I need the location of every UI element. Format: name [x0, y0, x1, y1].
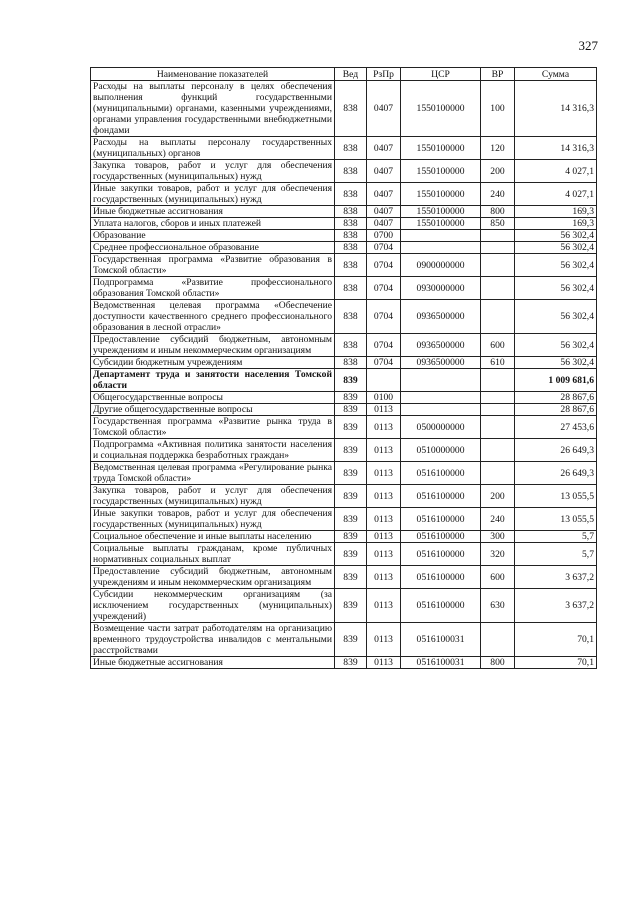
cell-vr: 120: [481, 137, 515, 160]
cell-rzpr: 0113: [367, 462, 401, 485]
cell-ved: 838: [335, 183, 367, 206]
cell-csr: 0930000000: [401, 277, 481, 300]
cell-ved: 839: [335, 369, 367, 392]
cell-ved: 839: [335, 566, 367, 589]
header-name: Наименование показателей: [91, 68, 335, 81]
cell-name: Субсидии некоммерческим организациям (за исключением государственных (муниципальных) учреждений): [91, 589, 335, 623]
cell-ved: 839: [335, 416, 367, 439]
cell-rzpr: [367, 369, 401, 392]
cell-csr: [401, 242, 481, 254]
table-row: [91, 242, 597, 254]
cell-name: Иные бюджетные ассигнования: [91, 657, 335, 669]
cell-name: Государственная программа «Развитие образования в Томской области»: [91, 254, 335, 277]
table-row: [91, 218, 597, 230]
cell-csr: 0936500000: [401, 300, 481, 334]
cell-sum: 3 637,2: [515, 566, 597, 589]
cell-vr: 630: [481, 589, 515, 623]
table-header-row: [91, 68, 597, 81]
cell-csr: 0516100000: [401, 589, 481, 623]
cell-ved: 839: [335, 543, 367, 566]
cell-rzpr: 0113: [367, 657, 401, 669]
cell-vr: [481, 230, 515, 242]
cell-csr: 1550100000: [401, 81, 481, 137]
cell-csr: 1550100000: [401, 160, 481, 183]
cell-ved: 838: [335, 357, 367, 369]
cell-sum: 56 302,4: [515, 300, 597, 334]
cell-csr: 0516100000: [401, 566, 481, 589]
cell-vr: 300: [481, 531, 515, 543]
cell-csr: 1550100000: [401, 218, 481, 230]
cell-csr: [401, 230, 481, 242]
cell-sum: 56 302,4: [515, 334, 597, 357]
cell-sum: 70,1: [515, 657, 597, 669]
cell-sum: 13 055,5: [515, 508, 597, 531]
cell-sum: 5,7: [515, 543, 597, 566]
cell-sum: 14 316,3: [515, 81, 597, 137]
table-row: [91, 531, 597, 543]
table-row: [91, 392, 597, 404]
table-row: [91, 334, 597, 357]
cell-name: Другие общегосударственные вопросы: [91, 404, 335, 416]
table-row: [91, 462, 597, 485]
table-row: [91, 543, 597, 566]
cell-vr: [481, 462, 515, 485]
cell-vr: 850: [481, 218, 515, 230]
cell-rzpr: 0113: [367, 439, 401, 462]
cell-csr: 0516100031: [401, 657, 481, 669]
table-row: [91, 137, 597, 160]
cell-rzpr: 0113: [367, 623, 401, 657]
cell-name: Иные закупки товаров, работ и услуг для обеспечения государственных (муниципальных) нужд: [91, 183, 335, 206]
cell-name: Предоставление субсидий бюджетным, автономным учреждениям и иным некоммерческим организациям: [91, 334, 335, 357]
cell-rzpr: 0407: [367, 218, 401, 230]
cell-name: Департамент труда и занятости населения Томской области: [91, 369, 335, 392]
cell-sum: 28 867,6: [515, 404, 597, 416]
cell-csr: [401, 369, 481, 392]
cell-rzpr: 0704: [367, 277, 401, 300]
cell-rzpr: 0113: [367, 531, 401, 543]
cell-ved: 838: [335, 218, 367, 230]
cell-name: Закупка товаров, работ и услуг для обеспечения государственных (муниципальных) нужд: [91, 160, 335, 183]
cell-name: Среднее профессиональное образование: [91, 242, 335, 254]
cell-ved: 839: [335, 439, 367, 462]
cell-sum: 56 302,4: [515, 357, 597, 369]
table-row: [91, 357, 597, 369]
header-rzpr: РзПр: [367, 68, 401, 81]
cell-ved: 838: [335, 242, 367, 254]
cell-csr: 0516100000: [401, 543, 481, 566]
cell-rzpr: 0407: [367, 183, 401, 206]
cell-vr: [481, 416, 515, 439]
cell-vr: 800: [481, 657, 515, 669]
cell-csr: 0516100000: [401, 485, 481, 508]
cell-ved: 839: [335, 531, 367, 543]
cell-rzpr: 0113: [367, 416, 401, 439]
table-row: [91, 81, 597, 137]
cell-vr: 100: [481, 81, 515, 137]
cell-csr: 0516100000: [401, 462, 481, 485]
header-csr: ЦСР: [401, 68, 481, 81]
cell-csr: 0516100000: [401, 531, 481, 543]
cell-csr: 0500000000: [401, 416, 481, 439]
cell-rzpr: 0704: [367, 334, 401, 357]
cell-name: Субсидии бюджетным учреждениям: [91, 357, 335, 369]
cell-name: Расходы на выплаты персоналу государственных (муниципальных) органов: [91, 137, 335, 160]
table-row: [91, 160, 597, 183]
cell-name: Государственная программа «Развитие рынка труда в Томской области»: [91, 416, 335, 439]
cell-sum: 3 637,2: [515, 589, 597, 623]
cell-csr: 1550100000: [401, 206, 481, 218]
cell-csr: [401, 392, 481, 404]
cell-ved: 838: [335, 300, 367, 334]
table-row: [91, 183, 597, 206]
table-row: [91, 589, 597, 623]
cell-name: Образование: [91, 230, 335, 242]
cell-vr: [481, 623, 515, 657]
cell-name: Социальные выплаты гражданам, кроме публичных нормативных социальных выплат: [91, 543, 335, 566]
table-body: [91, 81, 597, 669]
cell-vr: 800: [481, 206, 515, 218]
table-row: [91, 230, 597, 242]
header-sum: Сумма: [515, 68, 597, 81]
cell-csr: 0516100031: [401, 623, 481, 657]
cell-rzpr: 0407: [367, 81, 401, 137]
cell-vr: [481, 369, 515, 392]
table-row: [91, 404, 597, 416]
cell-sum: 26 649,3: [515, 462, 597, 485]
cell-ved: 838: [335, 254, 367, 277]
table-row: [91, 277, 597, 300]
budget-table: [90, 67, 597, 669]
cell-sum: 56 302,4: [515, 230, 597, 242]
cell-sum: 4 027,1: [515, 183, 597, 206]
cell-name: Закупка товаров, работ и услуг для обеспечения государственных (муниципальных) нужд: [91, 485, 335, 508]
cell-vr: 240: [481, 508, 515, 531]
cell-rzpr: 0700: [367, 230, 401, 242]
cell-name: Ведомственная целевая программа «Обеспечение доступности качественного среднего профессионального образования в лесной отрасли»: [91, 300, 335, 334]
cell-rzpr: 0407: [367, 206, 401, 218]
cell-csr: 0516100000: [401, 508, 481, 531]
cell-ved: 838: [335, 160, 367, 183]
table-row: [91, 623, 597, 657]
cell-csr: [401, 404, 481, 416]
cell-sum: 4 027,1: [515, 160, 597, 183]
cell-sum: 26 649,3: [515, 439, 597, 462]
cell-name: Возмещение части затрат работодателям на организацию временного трудоустройства инвалидов с ментальными расстройствами: [91, 623, 335, 657]
cell-ved: 839: [335, 404, 367, 416]
cell-name: Уплата налогов, сборов и иных платежей: [91, 218, 335, 230]
cell-name: Подпрограмма «Активная политика занятости населения и социальная поддержка безработных граждан»: [91, 439, 335, 462]
cell-ved: 839: [335, 623, 367, 657]
table-row: [91, 206, 597, 218]
cell-sum: 5,7: [515, 531, 597, 543]
cell-rzpr: 0113: [367, 543, 401, 566]
cell-csr: 0936500000: [401, 334, 481, 357]
cell-rzpr: 0113: [367, 404, 401, 416]
cell-rzpr: 0704: [367, 254, 401, 277]
cell-vr: 320: [481, 543, 515, 566]
cell-name: Общегосударственные вопросы: [91, 392, 335, 404]
cell-name: Социальное обеспечение и иные выплаты населению: [91, 531, 335, 543]
table-row: [91, 566, 597, 589]
cell-name: Иные бюджетные ассигнования: [91, 206, 335, 218]
cell-csr: 1550100000: [401, 137, 481, 160]
cell-csr: 0510000000: [401, 439, 481, 462]
cell-vr: [481, 392, 515, 404]
cell-name: Ведомственная целевая программа «Регулирование рынка труда Томской области»: [91, 462, 335, 485]
cell-name: Подпрограмма «Развитие профессионального образования Томской области»: [91, 277, 335, 300]
cell-rzpr: 0407: [367, 137, 401, 160]
cell-sum: 56 302,4: [515, 242, 597, 254]
table-row: [91, 369, 597, 392]
cell-sum: 169,3: [515, 206, 597, 218]
table-row: [91, 485, 597, 508]
cell-sum: 13 055,5: [515, 485, 597, 508]
cell-rzpr: 0407: [367, 160, 401, 183]
cell-vr: [481, 277, 515, 300]
cell-sum: 56 302,4: [515, 254, 597, 277]
cell-rzpr: 0113: [367, 589, 401, 623]
header-vr: ВР: [481, 68, 515, 81]
table-row: [91, 254, 597, 277]
cell-vr: [481, 439, 515, 462]
table-row: [91, 657, 597, 669]
cell-sum: 169,3: [515, 218, 597, 230]
cell-ved: 838: [335, 334, 367, 357]
cell-rzpr: 0113: [367, 566, 401, 589]
cell-vr: 200: [481, 485, 515, 508]
cell-csr: 0936500000: [401, 357, 481, 369]
table-row: [91, 508, 597, 531]
cell-name: Иные закупки товаров, работ и услуг для обеспечения государственных (муниципальных) нужд: [91, 508, 335, 531]
cell-ved: 838: [335, 137, 367, 160]
cell-vr: 200: [481, 160, 515, 183]
cell-sum: 1 009 681,6: [515, 369, 597, 392]
cell-vr: 610: [481, 357, 515, 369]
table-row: [91, 416, 597, 439]
cell-name: Расходы на выплаты персоналу в целях обеспечения выполнения функций государственными (муниципальными) органами, казенными учреждениями, органами управления государственными внебюджетными фондами: [91, 81, 335, 137]
cell-ved: 839: [335, 462, 367, 485]
cell-ved: 838: [335, 230, 367, 242]
cell-rzpr: 0100: [367, 392, 401, 404]
cell-vr: [481, 254, 515, 277]
cell-csr: 0900000000: [401, 254, 481, 277]
cell-sum: 28 867,6: [515, 392, 597, 404]
table-row: [91, 439, 597, 462]
cell-ved: 838: [335, 206, 367, 218]
cell-rzpr: 0113: [367, 508, 401, 531]
cell-rzpr: 0704: [367, 242, 401, 254]
cell-sum: 70,1: [515, 623, 597, 657]
cell-ved: 839: [335, 508, 367, 531]
cell-vr: [481, 242, 515, 254]
cell-vr: [481, 300, 515, 334]
page-number: 327: [578, 38, 598, 53]
cell-ved: 838: [335, 81, 367, 137]
cell-vr: 600: [481, 566, 515, 589]
cell-vr: [481, 404, 515, 416]
cell-ved: 839: [335, 392, 367, 404]
header-ved: Вед: [335, 68, 367, 81]
cell-ved: 839: [335, 657, 367, 669]
cell-ved: 839: [335, 589, 367, 623]
cell-vr: 600: [481, 334, 515, 357]
cell-rzpr: 0704: [367, 357, 401, 369]
cell-csr: 1550100000: [401, 183, 481, 206]
cell-sum: 14 316,3: [515, 137, 597, 160]
cell-vr: 240: [481, 183, 515, 206]
table-row: [91, 300, 597, 334]
cell-sum: 27 453,6: [515, 416, 597, 439]
cell-rzpr: 0113: [367, 485, 401, 508]
cell-rzpr: 0704: [367, 300, 401, 334]
cell-sum: 56 302,4: [515, 277, 597, 300]
cell-name: Предоставление субсидий бюджетным, автономным учреждениям и иным некоммерческим организациям: [91, 566, 335, 589]
cell-ved: 838: [335, 277, 367, 300]
cell-ved: 839: [335, 485, 367, 508]
